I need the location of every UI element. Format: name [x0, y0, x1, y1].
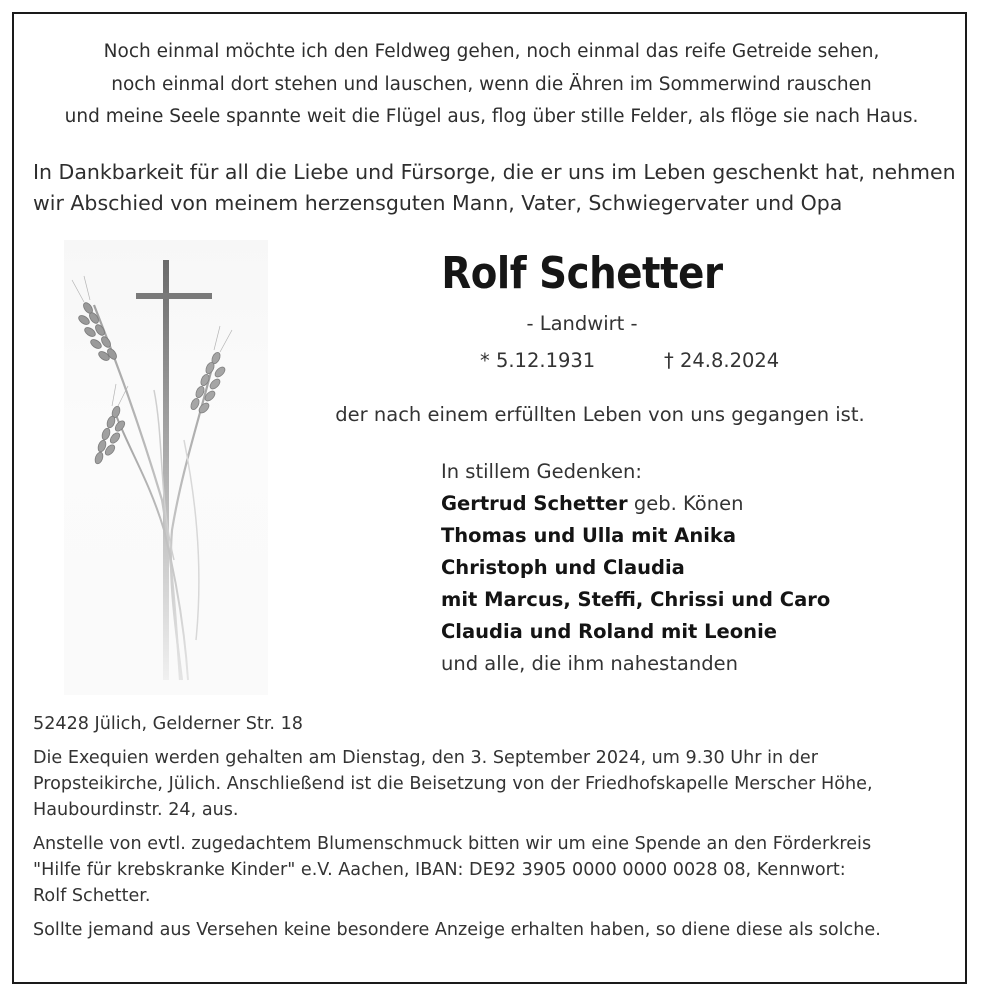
details-section [33, 711, 958, 951]
poem-line: und meine Seele spannte weit die Flügel aus, flog über stille Felder, als flöge sie nach Haus. [64, 106, 919, 127]
poem [0, 36, 983, 134]
notice-text: Sollte jemand aus Versehen keine besondere Anzeige erhalten haben, so diene diese als solche. [33, 920, 881, 940]
donation-line: Anstelle von evtl. zugedachtem Blumenschmuck bitten wir um eine Spende an den Förderkreis [33, 834, 872, 854]
intro-text [33, 157, 958, 219]
intro-line: In Dankbarkeit für all die Liebe und Fürsorge, die er uns im Leben geschenkt hat, nehmen [33, 160, 956, 184]
poem-line: Noch einmal möchte ich den Feldweg gehen, noch einmal das reife Getreide sehen, [103, 41, 880, 62]
spouse-name: Gertrud Schetter [441, 492, 628, 515]
intro-line: wir Abschied von meinem herzensguten Mann, Vater, Schwiegervater und Opa [33, 191, 843, 215]
donation-line: "Hilfe für krebskranke Kinder" e.V. Aachen, IBAN: DE92 3905 0000 0000 0028 08, Kennwort: [33, 860, 846, 880]
address [33, 711, 958, 737]
mourners-list [441, 456, 961, 680]
mourners-closing: und alle, die ihm nahestanden [441, 652, 738, 675]
donation-info [33, 831, 958, 909]
funeral-line: Die Exequien werden gehalten am Dienstag, den 3. September 2024, um 9.30 Uhr in der [33, 748, 818, 768]
poem-line: noch einmal dort stehen und lauschen, wenn die Ähren im Sommerwind rauschen [111, 73, 872, 95]
funeral-line: Haubourdinstr. 24, aus. [33, 800, 239, 820]
mourner-name: Claudia und Roland mit Leonie [441, 620, 777, 643]
birth-date: * 5.12.1931 [480, 349, 596, 372]
deceased-occupation: - Landwirt - [526, 312, 638, 335]
mourner-spouse [441, 488, 961, 520]
spouse-maiden-name: geb. Könen [627, 492, 744, 515]
mourner-line [441, 584, 961, 616]
mourners-heading: In stillem Gedenken: [441, 460, 642, 483]
mourner-line [441, 552, 961, 584]
deceased-name: Rolf Schetter [441, 248, 723, 299]
funeral-line: Propsteikirche, Jülich. Anschließend ist die Beisetzung von der Friedhofskapelle Merscher Höhe, [33, 774, 873, 794]
passing-statement: der nach einem erfüllten Leben von uns gegangen ist. [335, 403, 865, 426]
notice [33, 917, 958, 943]
funeral-info [33, 745, 958, 823]
mourner-name: mit Marcus, Steffi, Chrissi und Caro [441, 588, 831, 611]
address-text: 52428 Jülich, Gelderner Str. 18 [33, 714, 304, 734]
donation-line: Rolf Schetter. [33, 886, 151, 906]
mourner-name: Christoph und Claudia [441, 556, 685, 579]
mourner-line [441, 616, 961, 648]
life-dates [300, 349, 864, 379]
mourner-line [441, 520, 961, 552]
mourner-name: Thomas und Ulla mit Anika [441, 524, 737, 547]
death-date: † 24.8.2024 [664, 349, 780, 372]
cross-with-wheat-ears-icon [64, 240, 268, 695]
